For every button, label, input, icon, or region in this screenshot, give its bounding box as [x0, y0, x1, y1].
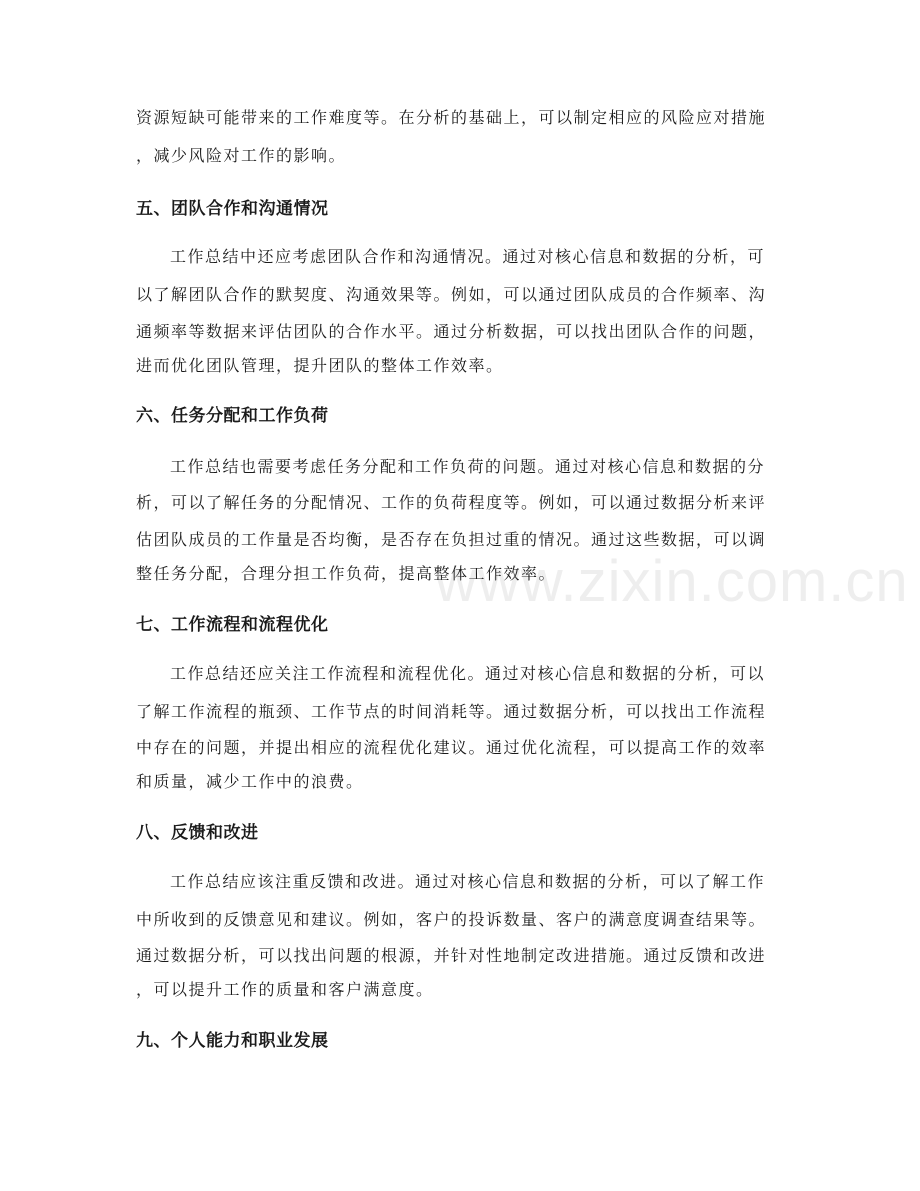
section-heading: 六、任务分配和工作负荷 — [136, 406, 329, 426]
paragraph-line: 进而优化团队管理，提升团队的整体工作效率。 — [136, 356, 504, 375]
paragraph-line: 整任务分配，合理分担工作负荷，提高整体工作效率。 — [136, 564, 557, 583]
intro-line: ，减少风险对工作的影响。 — [136, 146, 347, 165]
paragraph-line: 中存在的问题，并提出相应的流程优化建议。通过优化流程，可以提高工作的效率 — [136, 738, 767, 757]
paragraph-line: 工作总结中还应考虑团队合作和沟通情况。通过对核心信息和数据的分析，可 — [170, 247, 766, 266]
paragraph-line: 以了解团队合作的默契度、沟通效果等。例如，可以通过团队成员的合作频率、沟 — [136, 285, 767, 304]
paragraph-line: 了解工作流程的瓶颈、工作节点的时间消耗等。通过数据分析，可以找出工作流程 — [136, 702, 767, 721]
paragraph-line: 工作总结还应关注工作流程和流程优化。通过对核心信息和数据的分析，可以 — [170, 664, 766, 683]
paragraph-line: ，可以提升工作的质量和客户满意度。 — [136, 980, 434, 999]
paragraph-line: 估团队成员的工作量是否均衡，是否存在负担过重的情况。通过这些数据，可以调 — [136, 530, 767, 549]
paragraph-line: 析，可以了解任务的分配情况、工作的负荷程度等。例如，可以通过数据分析来评 — [136, 493, 767, 512]
paragraph-line: 通过数据分析，可以找出问题的根源，并针对性地制定改进措施。通过反馈和改进 — [136, 946, 767, 965]
paragraph-line: 工作总结也需要考虑任务分配和工作负荷的问题。通过对核心信息和数据的分 — [170, 457, 766, 476]
paragraph-line: 工作总结应该注重反馈和改进。通过对核心信息和数据的分析，可以了解工作 — [170, 872, 766, 891]
intro-line: 资源短缺可能带来的工作难度等。在分析的基础上，可以制定相应的风险应对措施 — [136, 108, 767, 127]
paragraph-line: 中所收到的反馈意见和建议。例如，客户的投诉数量、客户的满意度调查结果等。 — [136, 910, 767, 929]
watermark: www.zixin.com.cn — [435, 549, 909, 614]
section-heading: 八、反馈和改进 — [136, 823, 259, 843]
paragraph-line: 通频率等数据来评估团队的合作水平。通过分析数据，可以找出团队合作的问题， — [136, 322, 767, 341]
section-heading: 五、团队合作和沟通情况 — [136, 199, 329, 219]
section-heading: 九、个人能力和职业发展 — [136, 1031, 329, 1051]
paragraph-line: 和质量，减少工作中的浪费。 — [136, 772, 364, 791]
section-heading: 七、工作流程和流程优化 — [136, 615, 329, 635]
